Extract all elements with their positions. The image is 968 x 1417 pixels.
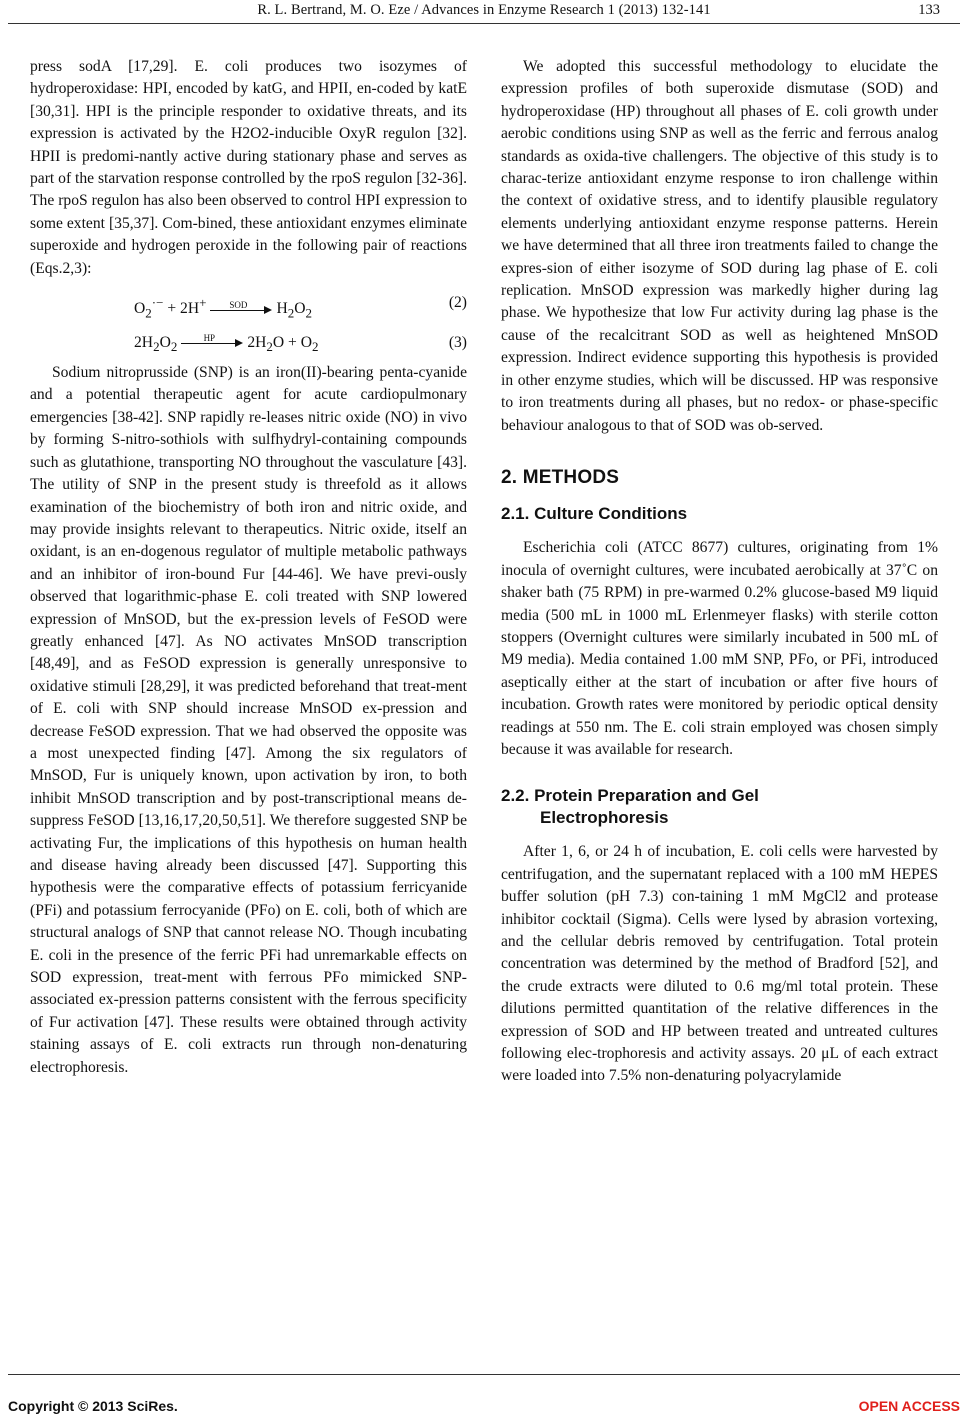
equation-3-number: (3) xyxy=(448,334,467,352)
equation-2-enzyme: SOD xyxy=(229,299,248,310)
subsection-heading-protein xyxy=(501,785,938,829)
subsection-heading-culture: 2.1. Culture Conditions xyxy=(501,504,688,524)
equation-3 xyxy=(30,326,467,360)
equation-3-body: $2H_2O_2$ HP $2H_2O + O_2$ xyxy=(134,332,319,359)
reaction-arrow-icon xyxy=(210,299,272,317)
left-paragraph-1: press sodA [17,29]. E. coli produces two isozymes of hydroperoxidase: HPI, encoded by katG, and HPII, en-coded by katE [30,31]. HPI is the principle responder to oxidative threats, and its expression is activated by the H2O2-inducible OxyR regulon [32]. HPII is predomi-nantly active during stationary phase and serves as part of the starvation response controlled by the rpoS regulon [32-36]. The rpoS regulon has also been observed to control HPI expression to some extent [35,37]. Com-bined, these antioxidant enzymes eliminate superoxide and hydrogen peroxide in the following pair of reactions (Eqs.2,3): xyxy=(30,58,467,277)
page-footer xyxy=(0,1374,968,1414)
footer-divider xyxy=(8,1374,960,1375)
right-paragraph-1: We adopted this successful methodology to elucidate the expression profiles of both superoxide dismutase (SOD) and hydroperoxidase (HP) throughout all phases of E. coli growth under aerobic conditions using SNP as well as the ferric and ferrous analog standards as oxida-tive challengers. The objective of this study is to charac-terize antioxidant enzyme response to iron challenge within the context of oxidative stress, and to identify plausible regulatory elements underlying antioxidant enzyme response patterns. Herein we have determined that all three iron treatments failed to change the expres-sion of either isozyme of SOD during lag phase of E. coli replication. MnSOD expression was markedly higher during lag phase. We hypothesize that low Fur activity during lag phase is the cause of the recalcitrant SOD as well as heightened MnSOD expression. Indirect evidence supporting this hypothesis is provided in other enzyme studies, which will be discussed. HP was responsive to iron treatments during all phases, but no redox- or phase-specific behaviour analogous to that of SOD was ob-served. xyxy=(501,58,938,434)
equation-3-enzyme: HP xyxy=(203,333,216,344)
equation-2 xyxy=(30,286,467,320)
equation-2-body: $O_2^{\cdot-} + 2H^+$ SOD $H_2O_2$ xyxy=(134,295,312,321)
equation-2-number: (2) xyxy=(448,294,467,312)
right-paragraph-3: After 1, 6, or 24 h of incubation, E. coli cells were harvested by centrifugation, and the supernatant replaced with a 100 mM HEPES buffer solution (pH 7.3) con-taining 1 mM MgCl2 and protease inhibitor cocktail (Sigma). Cells were lysed by abrasion vortexing, and the cellular debris removed by centrifugation. Total protein concentration was determined by the method of Bradford [52], and the crude extracts were diluted to 0.6 mg/ml total protein. These dilutions permitted quantitation of the relative differences in the expression of SOD and HP between treated and untreated cultures following elec-trophoresis and activity assays. 20 μL of each extract were loaded into 7.5% non-denaturing polyacrylamide xyxy=(501,843,938,1085)
section-heading-methods: 2. METHODS xyxy=(501,466,620,488)
copyright-notice: Copyright © 2013 SciRes. xyxy=(8,1398,178,1414)
header-divider xyxy=(8,23,960,24)
subsection-heading-protein-line2: Electrophoresis xyxy=(540,808,669,828)
left-paragraph-2: Sodium nitroprusside (SNP) is an iron(II)-bearing penta-cyanide and a potential therapeutic agent for acute cardiopulmonary emergencies [38-42]. SNP rapidly re-leases nitric oxide (NO) in vivo by forming S-nitro-sothiols with sulfhydryl-containing compounds such as glutathione, transporting NO throughout the vasculature [43]. The utility of SNP in the present study is threefold as it allows examination of the biochemistry of both iron and nitric oxide, and may provide insights relevant to therapeutics. Nitric oxide, itself an oxidant, is an en-dogenous regulator of multiple metabolic pathways and an inhibitor of iron-bound Fur [44-46]. We have previ-ously observed that logarithmic-phase E. coli treated with SNP lowered expression of MnSOD, but the ex-pression levels of FeSOD were greatly enhanced [47]. As NO activates MnSOD transcription [48,49], and as FeSOD expression is generally unresponsive to oxidative stimuli [28,29], it was predicted beforehand that treat-ment of E. coli with SNP should increase MnSOD ex-pression and decrease FeSOD expression. That we had observed the opposite was a most unexpected finding [47]. Among the six regulators of MnSOD, Fur is uniquely known, upon activation by iron, to both inhibit MnSOD transcription and by post-transcriptional means de-suppress FeSOD [13,16,17,20,50,51]. We therefore suggested SNP be activating Fur, the implications of this hypothesis on human health and disease having already been discussed [47]. Supporting this hypothesis were the comparative effects of potassium ferricyanide (PFi) and potassium ferrocyanide (PFo) on E. coli, both of which are structural analogs of SNP that cannot release NO. Though incubating E. coli in the presence of the ferric PFi had unremarkable effects on SOD expression, treat-ment with ferrous PFo mimicked SNP-associated ex-pression patterns consistent with the ferrous specificity of Fur activation [47]. These results were obtained through activity staining assays of E. coli extracts run through non-denaturing electrophoresis. xyxy=(30,364,467,1076)
open-access-label: OPEN ACCESS xyxy=(858,1398,960,1414)
running-head: R. L. Bertrand, M. O. Eze / Advances in Enzyme Research 1 (2013) 132-141 xyxy=(257,2,711,18)
left-column xyxy=(30,56,467,1079)
reaction-arrow-icon xyxy=(181,333,243,350)
subsection-heading-protein-line1: 2.2. Protein Preparation and Gel xyxy=(501,786,759,806)
right-paragraph-2: Escherichia coli (ATCC 8677) cultures, originating from 1% inocula of overnight cultures, were incubated aerobically at 37˚C on shaker bath (75 RPM) in pre-warmed 0.2% glucose-based M9 liquid media (500 mL in 1000 mL Erlenmeyer flasks) with sterile cotton stoppers (Overnight cultures were similarly incubated in 500 mL of M9 media). Media contained 1.00 mM SNP, PFo, or PFi, introduced aseptically either at the start of incubation or after five hours of incubation. Growth rates were monitored by periodic optical density readings at 550 nm. The E. coli strain employed was chosen simply because it was available for research. xyxy=(501,539,938,758)
right-column xyxy=(501,56,938,1088)
page-number: 133 xyxy=(918,2,940,18)
page-header xyxy=(0,0,968,24)
